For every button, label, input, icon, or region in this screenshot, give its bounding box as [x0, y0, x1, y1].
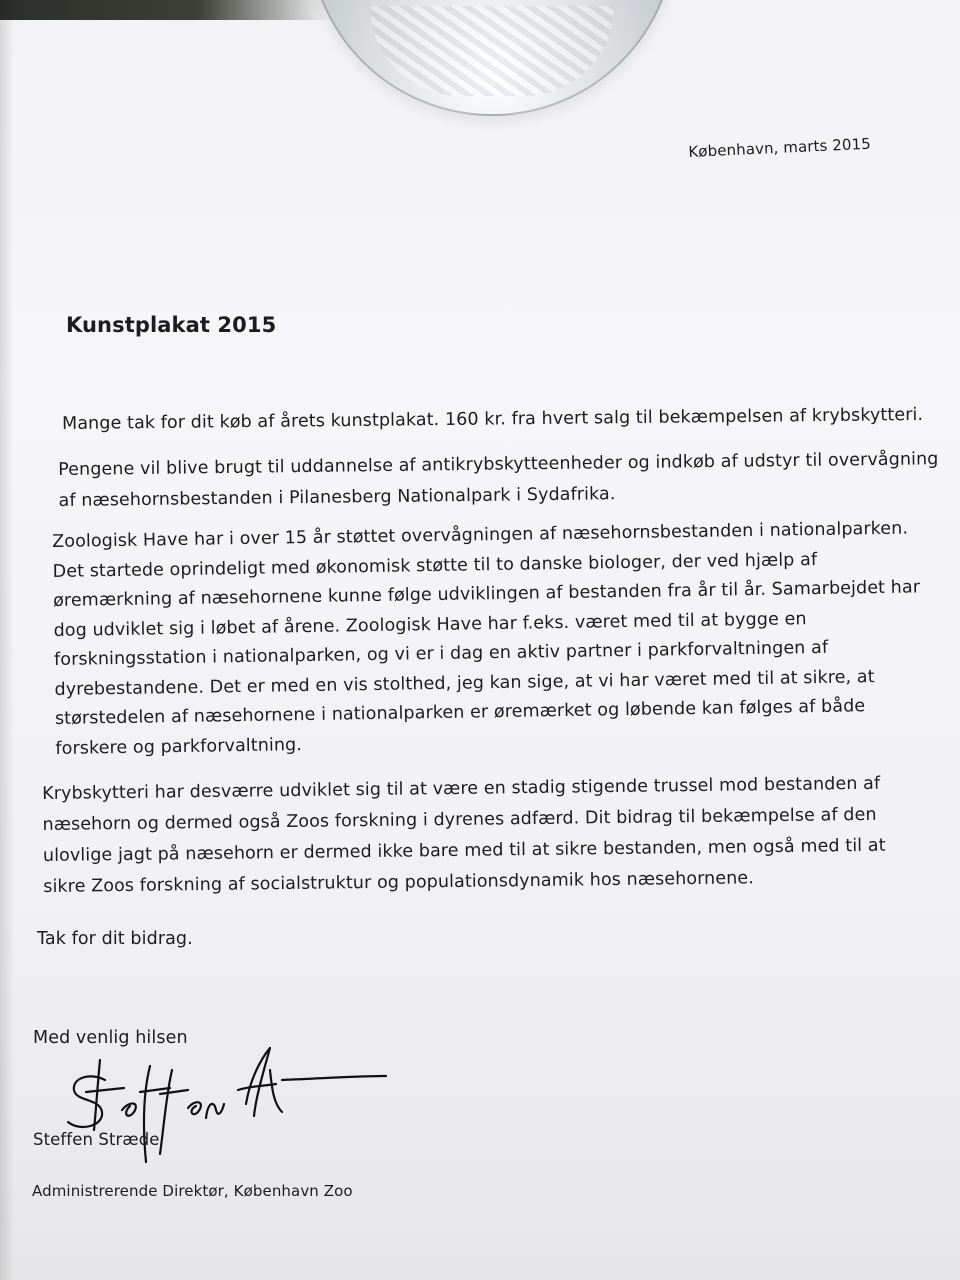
letter-date: København, marts 2015	[688, 134, 872, 161]
paragraph-line: af næsehornsbestanden i Pilanesberg Nationalpark i Sydafrika.	[58, 484, 616, 511]
glass-bowl	[308, 0, 676, 116]
letter-title: Kunstplakat 2015	[66, 313, 277, 337]
paragraph-line: Krybskytteri har desværre udviklet sig til at være en stadig stigende trussel mod bestanden af	[42, 773, 881, 804]
paragraph-line: øremærkning af næsehornene kunne følge udviklingen af bestanden fra år til år. Samarbejdet har	[52, 577, 921, 611]
paragraph-line: dog udviklet sig i løbet af årene. Zoologisk Have har f.eks. været med til at bygge en	[53, 608, 807, 641]
paragraph-line: forskere og parkforvaltning.	[55, 734, 303, 759]
paragraph-line: dyrebestandene. Det er med en vis stolthed, jeg kan sige, at vi har været med til at sikre, at	[54, 666, 875, 700]
paragraph-line: Det startede oprindeligt med økonomisk støtte til to danske biologer, der ved hjælp af	[52, 549, 818, 582]
signer-name: Steffen Stræde	[33, 1130, 160, 1149]
paragraph-line: størstedelen af næsehornene i nationalparken er øremærket og løbende kan følges af både	[54, 696, 866, 729]
closing-line: Med venlig hilsen	[33, 1028, 188, 1048]
signer-title: Administrerende Direktør, København Zoo	[32, 1182, 353, 1200]
handwritten-signature	[60, 1040, 400, 1170]
paragraph-3	[52, 514, 923, 764]
paragraph-line: ulovlige jagt på næsehorn er dermed ikke bare med til at sikre bestanden, men også med til at	[42, 835, 886, 866]
paragraph-line: sikre Zoos forskning af socialstruktur og populationsdynamik hos næsehornene.	[43, 868, 755, 897]
paragraph-2	[58, 444, 939, 517]
paragraph-line: Zoologisk Have har i over 15 år støttet overvågningen af næsehornsbestanden i nationalparken.	[52, 518, 909, 552]
background-surface	[0, 0, 330, 20]
paragraph-line: forskningsstation i nationalparken, og vi er i dag en aktiv partner i parkforvaltningen af	[53, 637, 829, 670]
paragraph-4	[42, 769, 886, 903]
paragraph-line: Pengene vil blive brugt til uddannelse af antikrybskytteenheder og indkøb af udstyr til overvågning	[58, 449, 939, 480]
paragraph-line: næsehorn og dermed også Zoos forskning i dyrenes adfærd. Dit bidrag til bekæmpelse af den	[42, 804, 877, 835]
page-shadow	[0, 0, 14, 1280]
paragraph-1: Mange tak for dit køb af årets kunstplakat. 160 kr. fra hvert salg til bekæmpelsen af krybskytteri.	[62, 404, 924, 434]
thanks-line: Tak for dit bidrag.	[37, 929, 193, 949]
